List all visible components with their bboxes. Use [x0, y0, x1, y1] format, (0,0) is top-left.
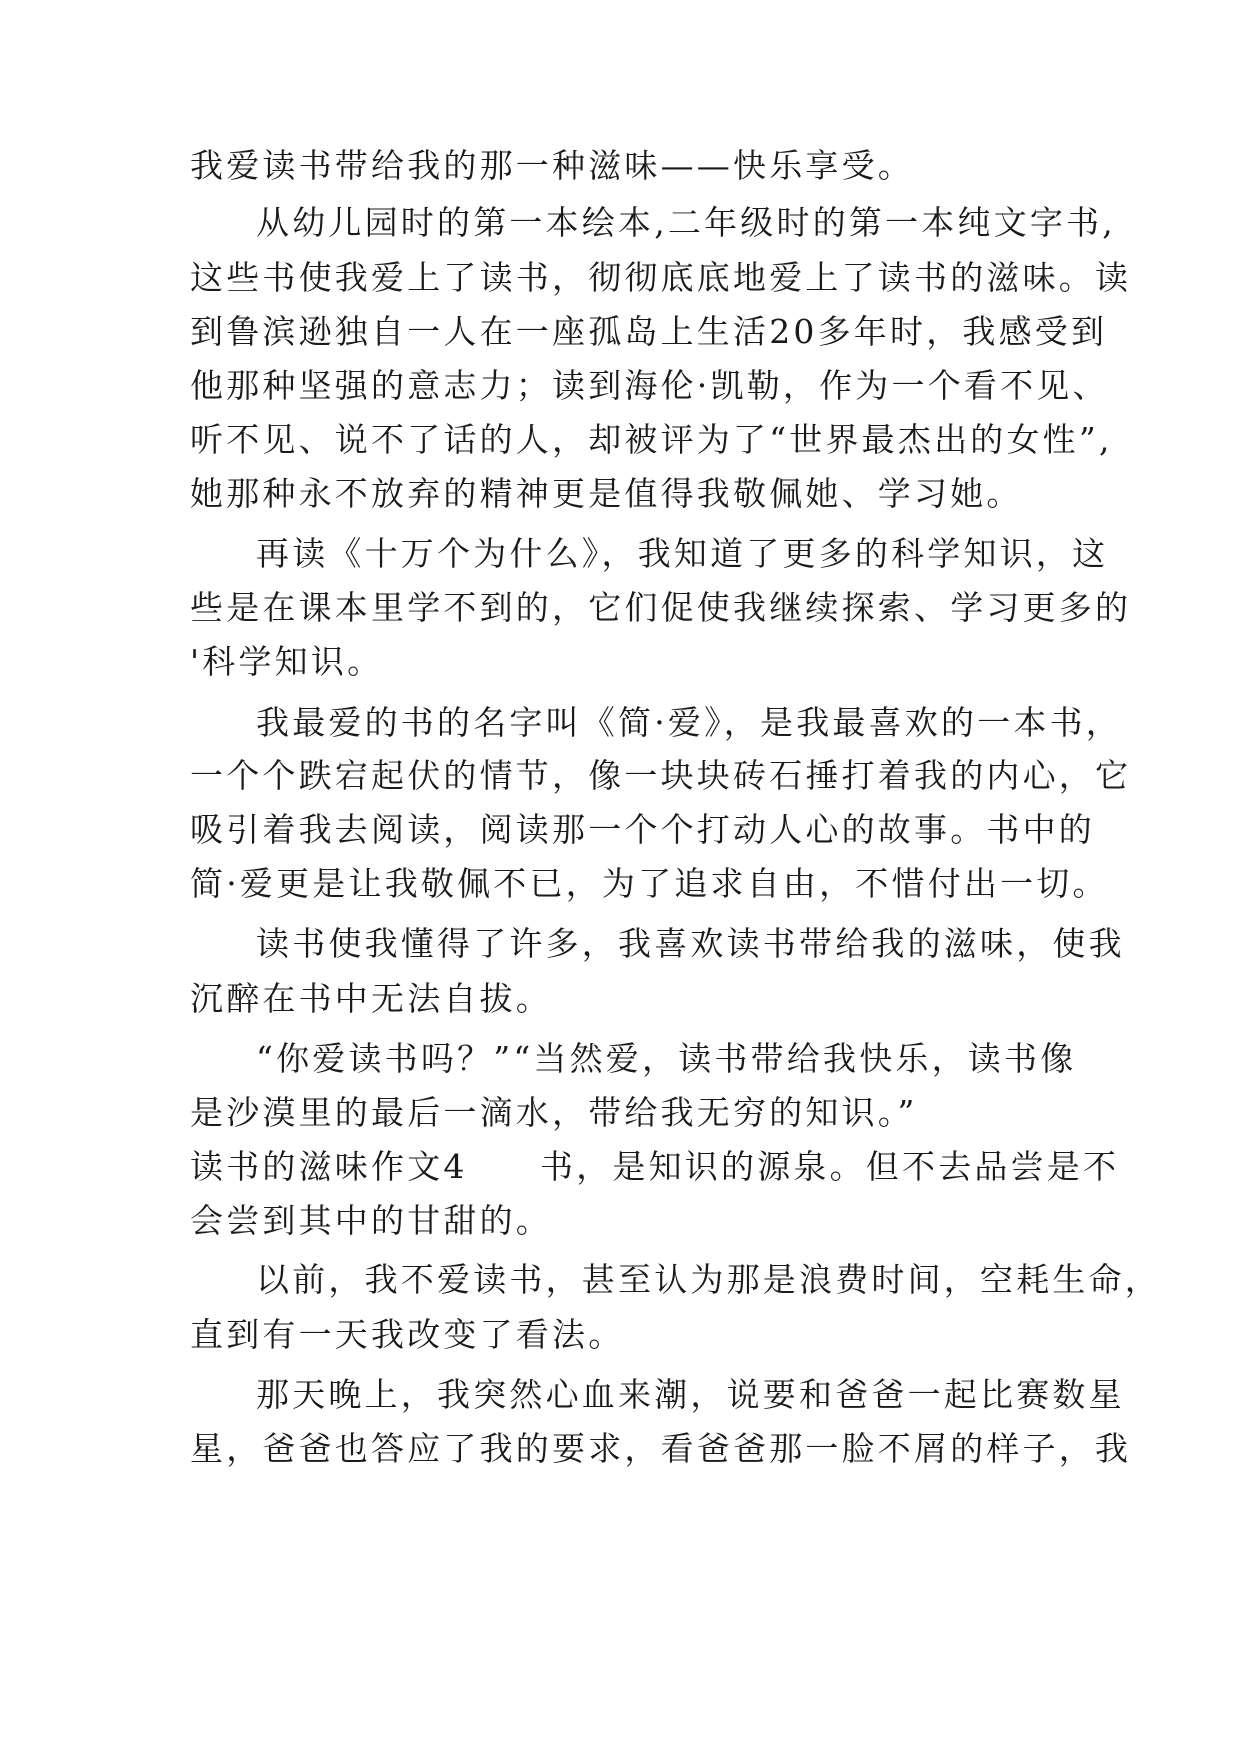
text-line: 听不见、说不了话的人，却被评为了“世界最杰出的女性”, — [190, 420, 1113, 459]
text-line: 她那种永不放弃的精神更是值得我敬佩她、学习她。 — [190, 474, 1023, 513]
text-line: 读书的滋味作文4 书，是知识的源泉。但不去品尝是不 — [190, 1147, 1120, 1186]
text-line: 从幼儿园时的第一本绘本,二年级时的第一本纯文字书, — [256, 203, 1116, 242]
text-line: 沉醉在书中无法自拔。 — [190, 979, 552, 1018]
text-line: '科学知识。 — [190, 642, 384, 681]
text-line: 一个个跌宕起伏的情节，像一块块砖石捶打着我的内心，它 — [190, 756, 1132, 795]
text-line: “你爱读书吗？”“当然爱，读书带给我快乐，读书像 — [256, 1039, 1077, 1078]
text-line: 再读《十万个为什么》，我知道了更多的科学知识，这 — [256, 534, 1109, 573]
text-line: 星，爸爸也答应了我的要求，看爸爸那一脸不屑的样子，我 — [190, 1429, 1132, 1468]
text-line: 简·爱更是让我敬佩不已，为了追求自由，不惜付出一切。 — [190, 864, 1109, 903]
text-line: 些是在课本里学不到的，它们促使我继续探索、学习更多的 — [190, 588, 1132, 627]
text-line: 到鲁滨逊独自一人在一座孤岛上生活20多年时，我感受到 — [190, 312, 1108, 351]
text-line: 那天晚上，我突然心血来潮，说要和爸爸一起比赛数星 — [256, 1375, 1125, 1414]
text-line: 读书使我懂得了许多，我喜欢读书带给我的滋味，使我 — [256, 924, 1125, 963]
text-line: 是沙漠里的最后一滴水，带给我无穷的知识。” — [190, 1093, 918, 1132]
text-line: 我最爱的书的名字叫《简·爱》，是我最喜欢的一本书， — [256, 703, 1122, 742]
text-line: 他那种坚强的意志力；读到海伦·凯勒，作为一个看不见、 — [190, 366, 1109, 405]
text-line: 直到有一天我改变了看法。 — [190, 1315, 625, 1354]
text-line: 我爱读书带给我的那一种滋味——快乐享受。 — [190, 146, 914, 185]
text-line: 这些书使我爱上了读书，彻彻底底地爱上了读书的滋味。读 — [190, 258, 1132, 297]
text-line: 以前，我不爱读书，甚至认为那是浪费时间，空耗生命， — [256, 1260, 1161, 1299]
text-line: 吸引着我去阅读，阅读那一个个打动人心的故事。书中的 — [190, 810, 1095, 849]
text-line: 会尝到其中的甘甜的。 — [190, 1201, 552, 1240]
